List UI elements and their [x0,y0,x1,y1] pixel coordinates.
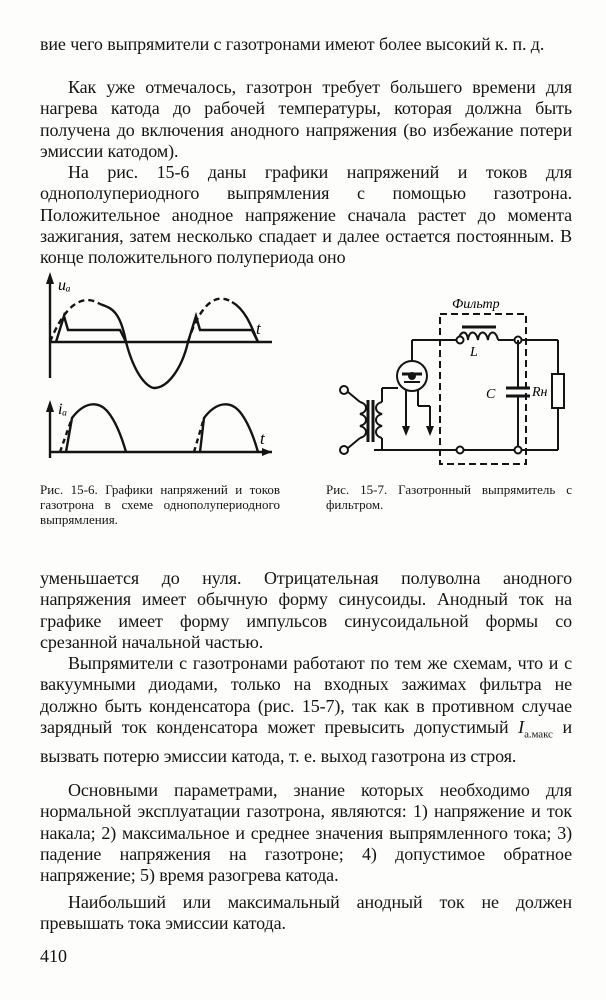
filter-label: Фильтр [452,297,500,312]
figure-15-6 [36,268,280,474]
paragraph-7: Наибольший или максимальный анодный ток не должен превышать тока эмиссии катода. [40,892,572,934]
paragraph-6: Основными параметрами, знание которых необходимо для нормальной эксплуатации газотрона, являются: 1) напряжение и ток накала; 2) максимальное и среднее значения выпрямленного тока; 3) падение напряжения на газотроне; 4) допустимое обратное напряжение; 5) время разогрева катода. [40,780,572,886]
figure-15-6-caption: Рис. 15-6. Графики напряжений и токов газотрона в схеме однополупериодного выпрямления. [40,482,280,527]
current-pulse-2 [200,404,258,452]
anode-voltage-1 [56,316,126,342]
inductor-label: L [470,345,478,360]
ua-label: uₐ [58,277,71,294]
paragraph-5-part-1: Выпрямители с газотронами работают по тем же схемам, что и с вакуумными диодами, только на входных зажимах фильтра не должно быть конденсатора (рис. 15-7), так как в противном случае зарядный ток конденсатора может превысить допустимый [40,653,572,737]
t-label-upper: t [256,319,261,338]
input-terminal-top [340,386,348,394]
figure-15-7 [326,290,572,468]
paragraph-1: вие чего выпрямители с газотронами имеют более высокий к. п. д. [40,34,545,54]
transformer-secondary [376,402,382,438]
capacitor-label: C [486,387,496,402]
current-symbol: I [518,716,525,737]
load-label: Rн [532,385,548,400]
paragraph-5-part-2: и вызвать потерю эмиссии катода, т. е. выход газотрона из строя. [40,716,572,766]
paragraph-2: Как уже отмечалось, газотрон требует большего времени для нагрева катода до рабочей температуры, которая должна быть получена до включения анодного напряжения (во избежание потери эмиссии катодом). [40,77,572,161]
input-terminal-bottom [340,446,348,454]
current-pulse-1 [66,404,126,452]
paragraph-3: На рис. 15-6 даны графики напряжений и токов для однополупериодного выпрямления с помощью газотрона. Положительное анодное напряжение сначала растет до момента зажигания, затем несколько спадает и далее остается постоянным. В конце положительного полупериода оно [40,162,572,268]
figure-15-7-caption: Рис. 15-7. Газотронный выпрямитель с фильтром. [326,482,572,512]
current-subscript: а.макс [524,728,553,741]
sine-solid [100,304,188,388]
t-label-lower: t [260,429,265,448]
load-resistor [552,374,564,408]
ia-label: iₐ [58,401,68,418]
transformer-primary [360,402,366,438]
page-number: 410 [40,946,67,966]
paragraph-5 [40,653,572,767]
paragraph-4: уменьшается до нуля. Отрицательная полуволна анодного напряжения имеет обычную форму синусоиды. Анодный ток на графике имеет форму импульсов синусоидальной формы со срезанной начальной частью. [40,568,572,652]
